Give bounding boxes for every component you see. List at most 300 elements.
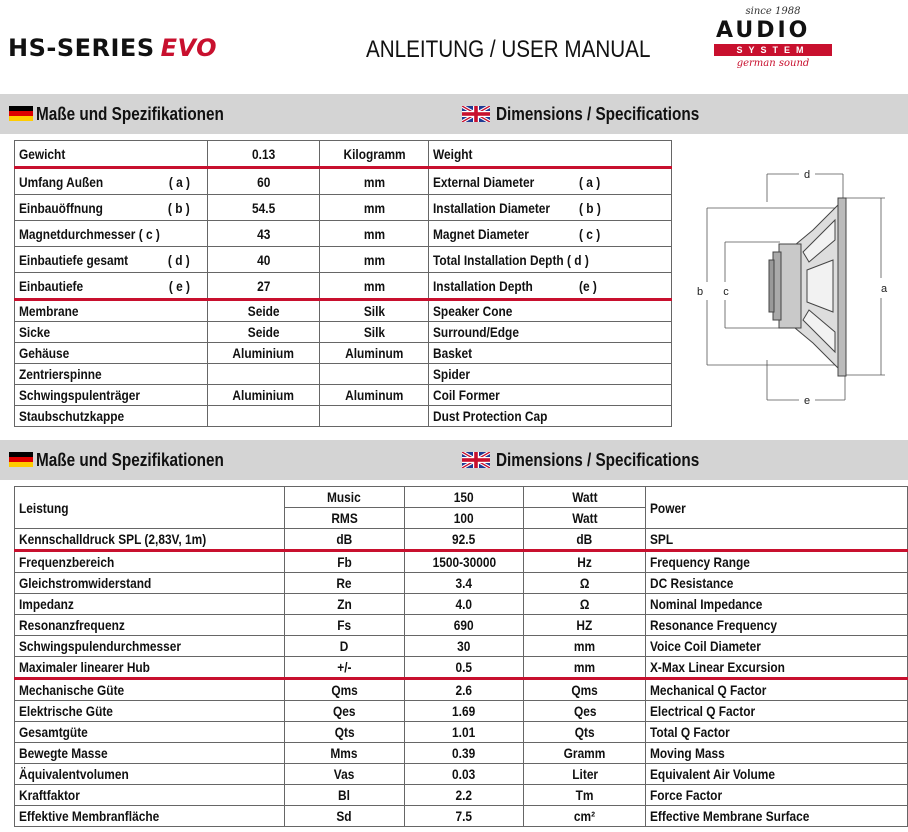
table-cell [15, 343, 208, 364]
table-cell [524, 487, 646, 508]
table-cell [284, 551, 404, 573]
table-cell [207, 195, 319, 221]
cell-text: DC Resistance [650, 575, 734, 591]
cell-text: Frequency Range [650, 554, 751, 570]
cell-en [429, 141, 672, 168]
cell-text: Mechanical Q Factor [650, 682, 767, 698]
cell-text: Bl [338, 787, 351, 803]
table-cell [207, 406, 319, 427]
cell-text: 54.5 [251, 199, 275, 216]
cell-text: Electrical Q Factor [650, 703, 756, 719]
material-row [15, 406, 672, 427]
cell-text: Gleichstromwiderstand [19, 575, 152, 591]
param-row [15, 573, 908, 594]
table-cell [284, 487, 404, 508]
cell-text: Hz [577, 554, 593, 570]
table-cell [429, 300, 672, 322]
cell-text: Silk [363, 303, 385, 319]
cell-text: Zn [336, 596, 352, 612]
cell-text: mm [574, 659, 596, 675]
table-cell [15, 701, 285, 722]
table-cell [524, 615, 646, 636]
cell-text: Bewegte Masse [19, 745, 108, 761]
table-cell [151, 195, 207, 221]
param-row [15, 764, 908, 785]
table-cell [207, 168, 319, 195]
cell-text: mm [363, 251, 385, 268]
cell-text: Qts [574, 724, 595, 740]
cell-text: 1500-30000 [432, 554, 496, 570]
table-cell [404, 657, 524, 679]
table-cell [429, 168, 575, 195]
cell-text: Kraftfaktor [19, 787, 80, 803]
table-cell [404, 529, 524, 551]
section-title-en: Dimensions / Specifications [496, 450, 700, 470]
param-row [15, 615, 908, 636]
table-cell [429, 343, 672, 364]
cell-text: External Diameter [433, 173, 535, 190]
cell-text: Aluminum [345, 345, 404, 361]
german-flag-icon [9, 106, 33, 121]
material-row [15, 364, 672, 385]
table-cell [646, 701, 908, 722]
cell-text: Music [327, 489, 362, 505]
logo-tagline: german sound [736, 58, 810, 69]
table-cell [284, 743, 404, 764]
param-row [15, 679, 908, 701]
dim-row-d [15, 247, 672, 273]
cell-text: 1.69 [452, 703, 476, 719]
table-cell [575, 273, 671, 300]
table-cell [15, 636, 285, 657]
table-cell [646, 657, 908, 679]
cell-text: +/- [337, 659, 352, 675]
cell-text: Kilogramm [343, 145, 406, 162]
cell-text: mm [363, 225, 385, 242]
table-cell [15, 221, 208, 247]
german-flag-icon [9, 452, 33, 467]
table-cell [319, 247, 428, 273]
cell-text: Qes [332, 703, 356, 719]
cell-text: Dust Protection Cap [433, 408, 548, 424]
material-row [15, 322, 672, 343]
cell-text: dB [336, 531, 353, 547]
table-cell [207, 273, 319, 300]
cell-text: Weight [433, 145, 473, 162]
table-cell [284, 722, 404, 743]
cell-text: Voice Coil Diameter [650, 638, 762, 654]
cell-text: ( a ) [579, 173, 601, 190]
table-cell [15, 385, 208, 406]
table-cell [524, 764, 646, 785]
cell-text: mm [363, 277, 385, 294]
cell-text: Schwingspulendurchmesser [19, 638, 182, 654]
table-cell [646, 594, 908, 615]
cell-text: Maximaler linearer Hub [19, 659, 150, 675]
page-title: ANLEITUNG / USER MANUAL [366, 36, 651, 63]
logo-since: since 1988 [745, 6, 801, 17]
table-cell [429, 221, 575, 247]
cell-text: 0.39 [452, 745, 476, 761]
audio-system-logo [712, 6, 834, 72]
table-cell [15, 168, 152, 195]
table-cell [319, 364, 428, 385]
cell-text: 150 [454, 489, 474, 505]
series-name [8, 34, 217, 62]
speaker-dimension-diagram [695, 160, 908, 406]
cell-text: Gramm [563, 745, 606, 761]
table-cell [404, 679, 524, 701]
cell-text: Gewicht [19, 145, 66, 162]
table-cell [646, 615, 908, 636]
cell-text: Vas [333, 766, 355, 782]
table-cell [646, 636, 908, 657]
table-cell [524, 529, 646, 551]
cell-text: Spider [433, 366, 471, 382]
param-row [15, 722, 908, 743]
table-cell [207, 322, 319, 343]
cell-text: Effective Membrane Surface [650, 808, 810, 824]
table-cell [404, 615, 524, 636]
cell-text: Aluminium [232, 387, 295, 403]
cell-text: Magnetdurchmesser ( c ) [19, 225, 160, 242]
uk-flag-icon [462, 452, 490, 468]
section-title-de: Maße und Spezifikationen [36, 104, 224, 124]
table-cell [151, 247, 207, 273]
logo-word: AUDIO [716, 18, 811, 43]
table-cell [284, 806, 404, 827]
table-cell [404, 487, 524, 508]
table-cell [284, 529, 404, 551]
table-cell [404, 743, 524, 764]
table-cell [284, 636, 404, 657]
table-cell [15, 273, 152, 300]
cell-text: ( b ) [168, 199, 191, 216]
cell-text: Ω [580, 596, 590, 612]
table-cell [15, 195, 152, 221]
cell-text: Total Q Factor [650, 724, 730, 740]
table-cell [284, 594, 404, 615]
table-cell [151, 168, 207, 195]
table-cell [524, 806, 646, 827]
cell-unit [319, 141, 428, 168]
table-cell [524, 636, 646, 657]
cell-text: 0.03 [452, 766, 476, 782]
cell-text: Silk [363, 324, 385, 340]
table-cell [575, 195, 671, 221]
cell-text: Aluminium [232, 345, 295, 361]
table-cell [575, 221, 671, 247]
dimensions-table [14, 140, 672, 427]
cell-text: Qms [330, 682, 358, 698]
cell-text: Seide [247, 303, 280, 319]
table-cell [429, 322, 672, 343]
cell-text: Qts [334, 724, 355, 740]
cell-text: dB [576, 531, 593, 547]
dim-row-b [15, 195, 672, 221]
table-cell [524, 743, 646, 764]
table-cell [524, 701, 646, 722]
cell-text: Staubschutzkappe [19, 408, 125, 424]
cell-text: Elektrische Güte [19, 703, 113, 719]
table-cell [207, 385, 319, 406]
cell-text: Fb [336, 554, 352, 570]
cell-text: 7.5 [455, 808, 473, 824]
cell-text: Mms [330, 745, 358, 761]
cell-text: Qms [571, 682, 599, 698]
parameters-table [14, 486, 908, 827]
table-cell [404, 551, 524, 573]
table-cell [404, 508, 524, 529]
cell-text: Basket [433, 345, 473, 361]
table-cell [646, 806, 908, 827]
param-row [15, 636, 908, 657]
table-cell [15, 594, 285, 615]
table-cell [207, 247, 319, 273]
cell-text: Kennschalldruck SPL (2,83V, 1m) [19, 531, 207, 547]
table-cell [15, 785, 285, 806]
table-cell [646, 551, 908, 573]
cell-text: SPL [650, 531, 674, 547]
cell-text: mm [363, 173, 385, 190]
table-cell [15, 529, 285, 551]
table-cell [284, 785, 404, 806]
table-cell [524, 551, 646, 573]
cell-text: Moving Mass [650, 745, 725, 761]
table-cell [15, 615, 285, 636]
table-cell [284, 679, 404, 701]
cell-text: Äquivalentvolumen [19, 766, 129, 782]
section-header-2 [0, 440, 908, 480]
table-cell [524, 679, 646, 701]
cell-text: Qes [573, 703, 597, 719]
cell-text: Umfang Außen [19, 173, 104, 190]
cell-text: Einbautiefe [19, 277, 84, 294]
table-cell [429, 195, 575, 221]
cell-text: cm² [574, 808, 596, 824]
cell-text: 27 [256, 277, 270, 294]
cell-text: 2.2 [455, 787, 473, 803]
param-row [15, 594, 908, 615]
table-cell [284, 573, 404, 594]
cell-text: X-Max Linear Excursion [650, 659, 786, 675]
cell-text: Einbautiefe gesamt [19, 251, 129, 268]
table-cell [429, 273, 575, 300]
cell-text: 0.13 [251, 145, 275, 162]
table-cell [524, 722, 646, 743]
table-cell [404, 785, 524, 806]
cell-text: 92.5 [452, 531, 476, 547]
table-cell [284, 508, 404, 529]
table-cell [319, 385, 428, 406]
power-row-music [15, 487, 908, 508]
logo-sub: SYSTEM [714, 44, 832, 56]
table-cell [207, 221, 319, 247]
material-row [15, 385, 672, 406]
diagram-label-b: b [696, 286, 704, 298]
cell-text: mm [363, 199, 385, 216]
param-row [15, 806, 908, 827]
cell-text: Watt [572, 489, 598, 505]
table-cell [319, 322, 428, 343]
table-cell [646, 743, 908, 764]
table-cell [207, 343, 319, 364]
cell-text: Schwingspulenträger [19, 387, 141, 403]
cell-text: Resonanzfrequenz [19, 617, 125, 633]
table-cell [207, 300, 319, 322]
table-cell [404, 722, 524, 743]
table-cell [575, 168, 671, 195]
cell-text: Nominal Impedance [650, 596, 763, 612]
cell-text: Resonance Frequency [650, 617, 778, 633]
table-cell [404, 806, 524, 827]
cell-text: D [339, 638, 349, 654]
table-cell [15, 743, 285, 764]
table-cell [524, 594, 646, 615]
table-cell [319, 273, 428, 300]
cell-text: HZ [576, 617, 593, 633]
table-cell [404, 594, 524, 615]
cell-text: Liter [571, 766, 598, 782]
table-cell [15, 806, 285, 827]
cell-text: 3.4 [455, 575, 473, 591]
table-cell [646, 487, 908, 529]
cell-de [15, 141, 208, 168]
table-cell [429, 247, 672, 273]
cell-text: Frequenzbereich [19, 554, 115, 570]
table-cell [524, 785, 646, 806]
table-cell [524, 573, 646, 594]
series-suffix: EVO [160, 34, 218, 62]
spl-row [15, 529, 908, 551]
cell-text: Gehäuse [19, 345, 70, 361]
series-brand: HS-SERIES [8, 34, 155, 62]
cell-text: Seide [247, 324, 280, 340]
dim-row-e [15, 273, 672, 300]
cell-text: 4.0 [455, 596, 473, 612]
table-cell [404, 636, 524, 657]
table-cell [207, 364, 319, 385]
table-cell [15, 764, 285, 785]
table-cell [646, 529, 908, 551]
cell-text: Total Installation Depth ( d ) [433, 251, 590, 268]
cell-text: 0.5 [455, 659, 473, 675]
cell-text: mm [574, 638, 596, 654]
diagram-label-d: d [803, 169, 811, 181]
table-cell [284, 657, 404, 679]
table-cell [319, 300, 428, 322]
table-cell [646, 679, 908, 701]
cell-text: Equivalent Air Volume [650, 766, 776, 782]
table-cell [319, 406, 428, 427]
cell-text: ( d ) [168, 251, 191, 268]
cell-text: Installation Depth [433, 277, 534, 294]
cell-text: Zentrierspinne [19, 366, 102, 382]
dim-row-c [15, 221, 672, 247]
cell-text: Coil Former [433, 387, 501, 403]
param-row [15, 657, 908, 679]
cell-text: Watt [572, 510, 598, 526]
cell-value [207, 141, 319, 168]
table-cell [319, 168, 428, 195]
table-cell [15, 722, 285, 743]
table-cell [15, 573, 285, 594]
section-title-en: Dimensions / Specifications [496, 104, 700, 124]
table-cell [284, 701, 404, 722]
cell-text: Magnet Diameter [433, 225, 530, 242]
table-cell [429, 385, 672, 406]
table-cell [15, 247, 152, 273]
cell-text: ( e ) [168, 277, 190, 294]
cell-text: 100 [454, 510, 474, 526]
cell-text: Re [336, 575, 352, 591]
table-cell [15, 679, 285, 701]
cell-text: Membrane [19, 303, 79, 319]
param-row [15, 551, 908, 573]
cell-text: 2.6 [455, 682, 473, 698]
cell-text: ( a ) [168, 173, 190, 190]
cell-text: 690 [454, 617, 474, 633]
weight-row [15, 141, 672, 168]
uk-flag-icon [462, 106, 490, 122]
table-cell [15, 322, 208, 343]
cell-text: Impedanz [19, 596, 74, 612]
cell-text: Speaker Cone [433, 303, 513, 319]
diagram-label-e: e [803, 395, 811, 406]
table-cell [404, 764, 524, 785]
table-cell [404, 573, 524, 594]
cell-text: Mechanische Güte [19, 682, 125, 698]
table-cell [15, 406, 208, 427]
cell-text: Einbauöffnung [19, 199, 103, 216]
section-title-de: Maße und Spezifikationen [36, 450, 224, 470]
cell-text: Power [650, 499, 686, 516]
cell-text: Effektive Membranfläche [19, 808, 160, 824]
material-row [15, 343, 672, 364]
cell-text: 43 [256, 225, 270, 242]
cell-text: ( c ) [579, 225, 601, 242]
table-cell [15, 364, 208, 385]
table-cell [284, 615, 404, 636]
param-row [15, 785, 908, 806]
cell-text: 30 [457, 638, 471, 654]
cell-text: Leistung [19, 499, 69, 516]
table-cell [319, 343, 428, 364]
cell-text: RMS [330, 510, 358, 526]
table-cell [429, 406, 672, 427]
cell-text: Sicke [19, 324, 51, 340]
cell-text: (e ) [579, 277, 597, 294]
cell-text: Tm [575, 787, 594, 803]
table-cell [319, 195, 428, 221]
table-cell [646, 764, 908, 785]
table-cell [646, 785, 908, 806]
cell-text: Fs [337, 617, 352, 633]
table-cell [646, 722, 908, 743]
table-cell [151, 273, 207, 300]
table-cell [524, 508, 646, 529]
table-cell [524, 657, 646, 679]
param-row [15, 743, 908, 764]
cell-text: 1.01 [452, 724, 476, 740]
table-cell [646, 573, 908, 594]
table-cell [284, 764, 404, 785]
param-row [15, 701, 908, 722]
diagram-label-a: a [880, 283, 888, 295]
cell-text: ( b ) [579, 199, 601, 216]
table-cell [15, 487, 285, 529]
cell-text: Sd [336, 808, 352, 824]
